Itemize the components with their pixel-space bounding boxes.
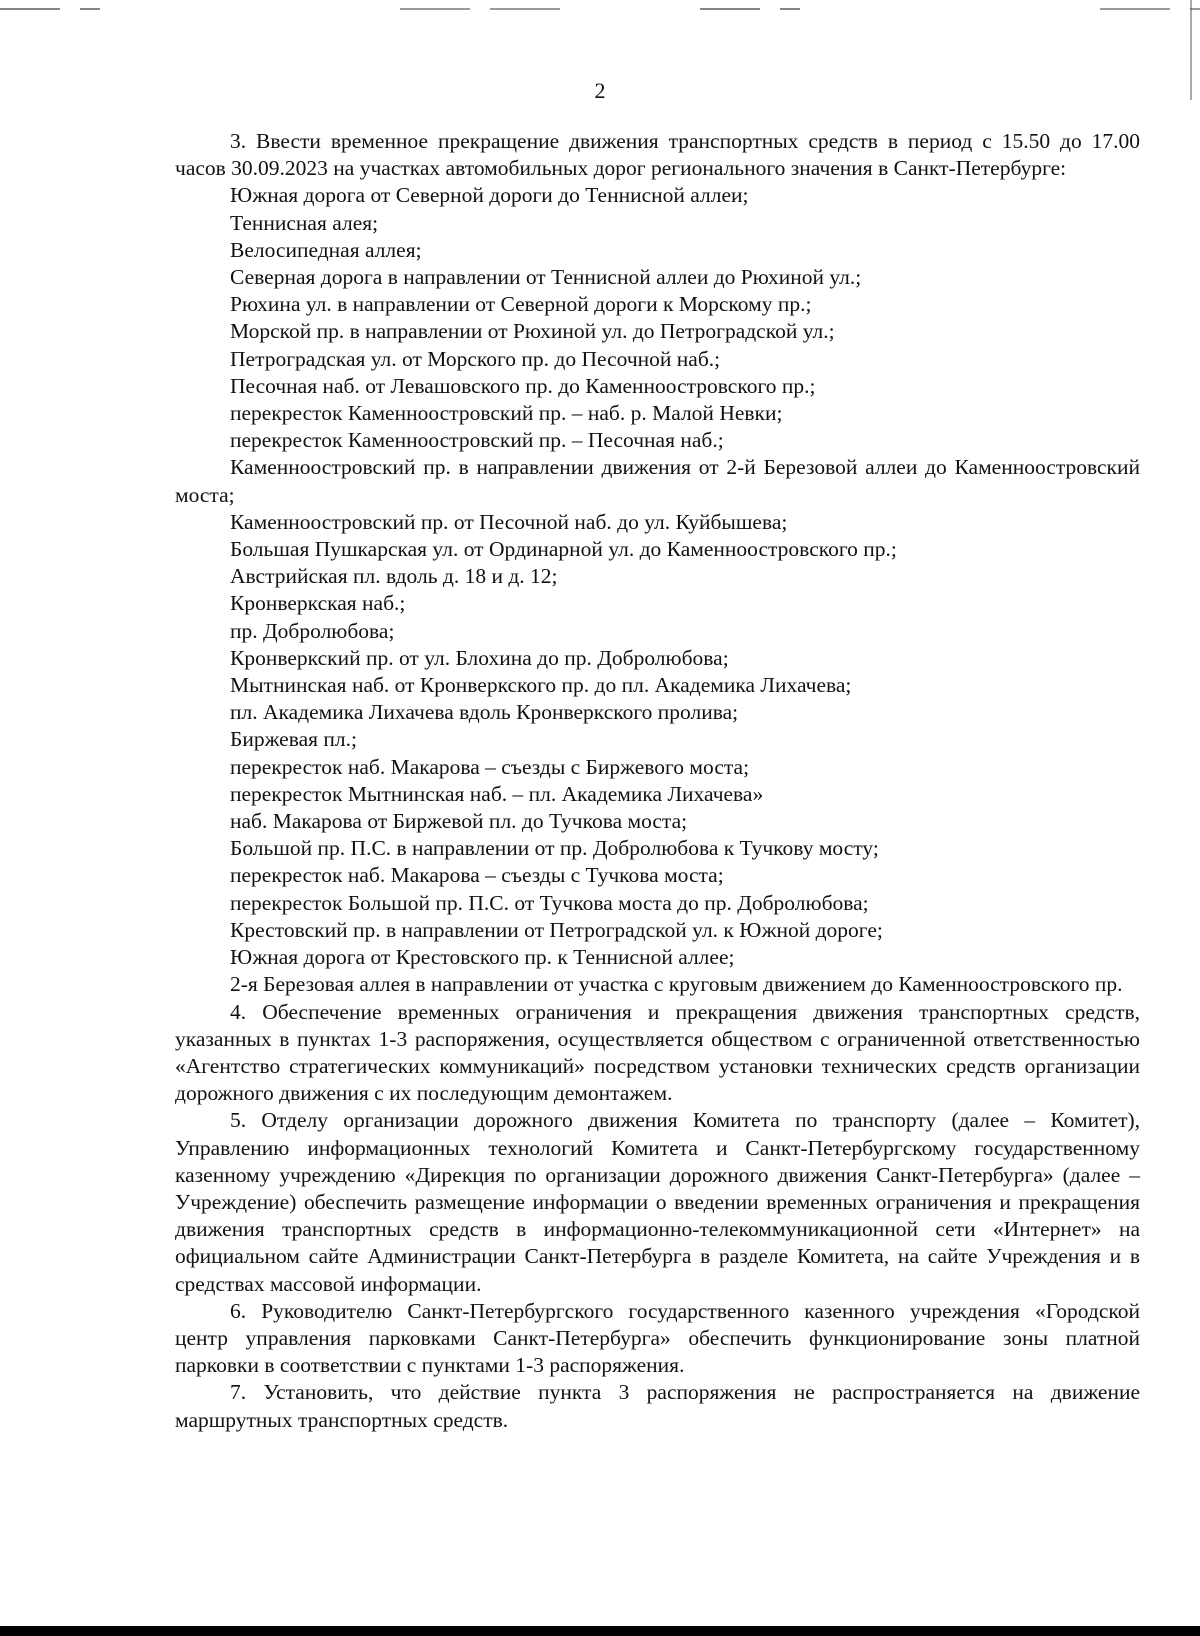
road-item: Большой пр. П.С. в направлении от пр. Добролюбова к Тучкову мосту; <box>230 836 879 861</box>
road-item: Большая Пушкарская ул. от Ординарной ул. до Каменноостровского пр.; <box>230 537 897 562</box>
road-item: Песочная наб. от Левашовского пр. до Каменноостровского пр.; <box>230 373 816 398</box>
road-item: Кронверкская наб.; <box>230 591 406 616</box>
road-item: пл. Академика Лихачева вдоль Кронверкского пролива; <box>230 700 739 725</box>
scan-edge-top <box>0 8 1200 10</box>
road-item: Теннисная алея; <box>230 210 379 235</box>
road-item: Северная дорога в направлении от Теннисной аллеи до Рюхиной ул.; <box>230 265 862 290</box>
road-item: Биржевая пл.; <box>230 727 357 752</box>
road-item: Рюхина ул. в направлении от Северной дороги к Морскому пр.; <box>230 292 812 317</box>
road-item: наб. Макарова от Биржевой пл. до Тучкова моста; <box>230 809 688 834</box>
road-item: перекресток Большой пр. П.С. от Тучкова моста до пр. Добролюбова; <box>230 890 869 915</box>
scan-edge-bottom <box>0 1626 1200 1636</box>
road-item: перекресток наб. Макарова – съезды с Тучкова моста; <box>230 863 724 888</box>
road-item: Велосипедная аллея; <box>230 237 422 262</box>
road-item: пр. Добролюбова; <box>230 618 395 643</box>
road-item: 2-я Березовая аллея в направлении от участка с круговым движением до Каменноостровского пр. <box>230 972 1123 997</box>
paragraph-6: 6. Руководителю Санкт-Петербургского государственного казенного учреждения «Городской центр управления парковками Санкт-Петербурга» обеспечить функционирование зоны платной парковки в соответствии с пунктами 1-3 распоряжения. <box>175 1298 1140 1378</box>
road-item: Южная дорога от Крестовского пр. к Теннисной аллее; <box>230 945 735 970</box>
road-item: Морской пр. в направлении от Рюхиной ул. до Петроградской ул.; <box>230 319 835 344</box>
road-item: Мытнинская наб. от Кронверкского пр. до пл. Академика Лихачева; <box>230 673 852 698</box>
road-item: Каменноостровский пр. в направлении движения от 2-й Березовой аллеи до Каменноостровский моста; <box>175 455 1140 507</box>
road-item: Кронверкский пр. от ул. Блохина до пр. Добролюбова; <box>230 645 729 670</box>
paragraph-7: 7. Установить, что действие пункта 3 распоряжения не распространяется на движение маршрутных транспортных средств. <box>175 1380 1140 1432</box>
road-item: перекресток Мытнинская наб. – пл. Академика Лихачева» <box>230 781 764 806</box>
paragraph-3: 3. Ввести временное прекращение движения транспортных средств в период с 15.50 до 17.00 часов 30.09.2023 на участках автомобильных дорог регионального значения в Санкт-Петербурге: <box>175 129 1140 181</box>
road-list <box>175 182 1140 998</box>
road-item: Каменноостровский пр. от Песочной наб. до ул. Куйбышева; <box>230 509 788 534</box>
road-item: Крестовский пр. в направлении от Петроградской ул. к Южной дороге; <box>230 917 883 942</box>
paragraph-4: 4. Обеспечение временных ограничения и прекращения движения транспортных средств, указанных в пунктах 1-3 распоряжения, осуществляется обществом с ограниченной ответственностью «Агентство стратегических коммуникаций» посредством установки технических средств организации дорожного движения с их последующим демонтажем. <box>175 999 1140 1106</box>
page-number: 2 <box>594 78 606 103</box>
road-item: перекресток наб. Макарова – съезды с Биржевого моста; <box>230 754 750 779</box>
road-item: Австрийская пл. вдоль д. 18 и д. 12; <box>230 564 558 589</box>
road-item: Южная дорога от Северной дороги до Теннисной аллеи; <box>230 183 749 208</box>
road-item: перекресток Каменноостровский пр. – Песочная наб.; <box>230 428 724 453</box>
document-body <box>175 128 1140 1434</box>
road-item: Петроградская ул. от Морского пр. до Песочной наб.; <box>230 346 721 371</box>
road-item: перекресток Каменноостровский пр. – наб. р. Малой Невки; <box>230 401 783 426</box>
paragraph-5: 5. Отделу организации дорожного движения Комитета по транспорту (далее – Комитет), Управлению информационных технологий Комитета и Санкт-Петербургскому государственному казенному учреждению «Дирекция по организации дорожного движения Санкт-Петербурга» (далее – Учреждение) обеспечить размещение информации о введении временных ограничения и прекращения движения транспортных средств в информационно-телекоммуникационной сети «Интернет» на официальном сайте Администрации Санкт-Петербурга в разделе Комитета, на сайте Учреждения и в средствах массовой информации. <box>175 1108 1140 1296</box>
